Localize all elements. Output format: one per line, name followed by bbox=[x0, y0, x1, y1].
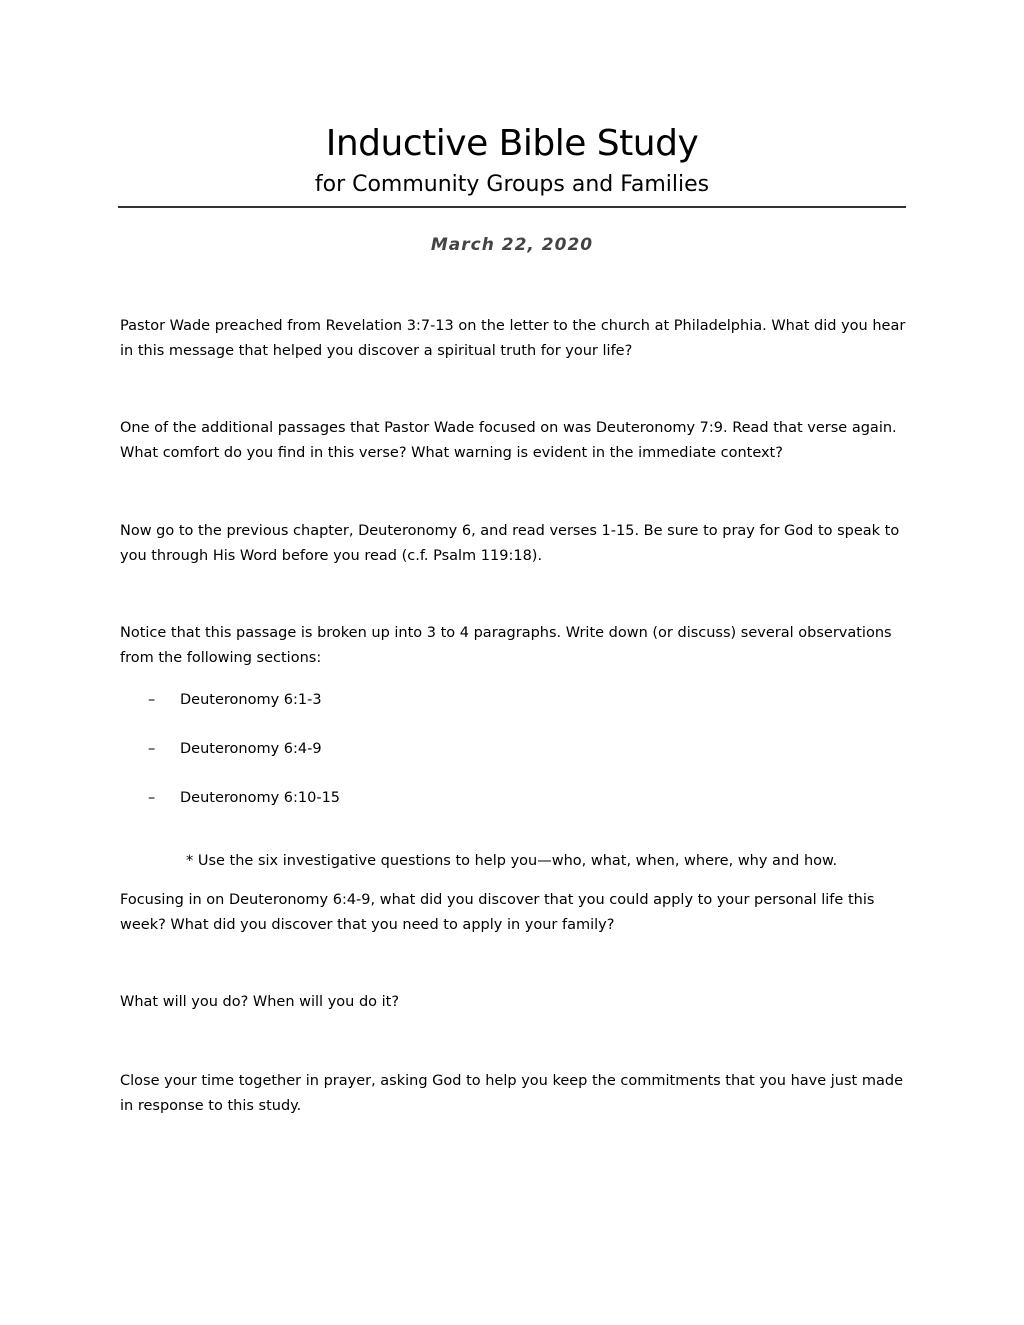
page-title: Inductive Bible Study bbox=[325, 123, 699, 164]
dash-bullet: – bbox=[148, 790, 156, 806]
page-subtitle: for Community Groups and Families bbox=[314, 172, 710, 197]
question-deuteronomy-7-9: One of the additional passages that Pastor Wade focused on was Deuteronomy 7:9. Read that verse again. What comfort do you find in this verse? What warning is evident in the immediate context? bbox=[120, 420, 897, 461]
study-date: March 22, 2020 bbox=[430, 235, 594, 255]
dash-bullet: – bbox=[148, 692, 156, 708]
section-item-label: Deuteronomy 6:1-3 bbox=[180, 692, 322, 708]
section-item bbox=[148, 737, 322, 761]
question-sermon-reflection: Pastor Wade preached from Revelation 3:7-13 on the letter to the church at Philadelphia. What did you hear in this message that helped you discover a spiritual truth for your life? bbox=[120, 318, 906, 359]
investigative-questions-note: * Use the six investigative questions to help you—who, what, when, where, why and how. bbox=[186, 853, 838, 869]
question-apply: Focusing in on Deuteronomy 6:4-9, what did you discover that you could apply to your personal life this week? What did you discover that you need to apply in your family? bbox=[120, 892, 875, 933]
section-item-label: Deuteronomy 6:4-9 bbox=[180, 741, 322, 757]
question-observations: Notice that this passage is broken up into 3 to 4 paragraphs. Write down (or discuss) several observations from the following sections: bbox=[120, 625, 892, 666]
question-read-deuteronomy-6: Now go to the previous chapter, Deuteronomy 6, and read verses 1-15. Be sure to pray for God to speak to you through His Word before you read (c.f. Psalm 119:18). bbox=[120, 523, 900, 564]
closing-prayer: Close your time together in prayer, asking God to help you keep the commitments that you have just made in response to this study. bbox=[120, 1073, 903, 1114]
title-divider bbox=[118, 206, 906, 208]
section-item-label: Deuteronomy 6:10-15 bbox=[180, 790, 341, 806]
question-action: What will you do? When will you do it? bbox=[120, 994, 400, 1010]
section-item bbox=[148, 786, 340, 810]
section-item bbox=[148, 688, 322, 712]
dash-bullet: – bbox=[148, 741, 156, 757]
